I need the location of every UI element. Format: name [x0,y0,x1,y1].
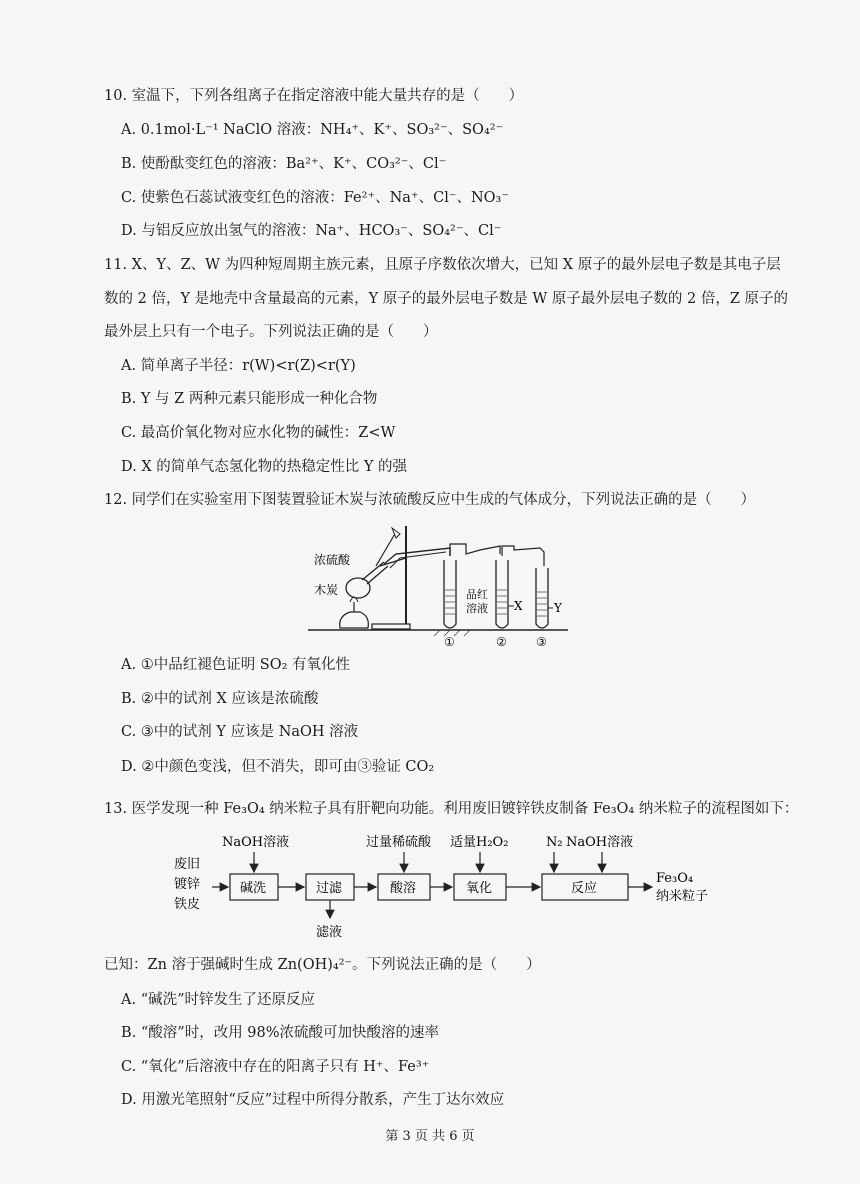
q11-stem-line2: 数的 2 倍，Y 是地壳中含量最高的元素，Y 原子的最外层电子数是 W 原子最外层电子数的 2 倍，Z 原子的 [104,291,789,307]
q12-option-d: D. ②中颜色变浅，但不消失，即可由③验证 CO₂ [121,759,435,775]
q10-option-c: C. 使紫色石蕊试液变红色的溶液：Fe²⁺、Na⁺、Cl⁻、NO₃⁻ [121,190,510,206]
flow-reagent-naoh: NaOH溶液 [222,835,290,850]
label-conc-sulfuric-acid: 浓硫酸 [314,553,351,567]
label-tube-1: ① [444,635,455,649]
q13-flowchart [170,830,730,945]
q13-option-d: D. 用激光笔照射“反应”过程中所得分散系，产生丁达尔效应 [121,1092,505,1108]
q10-option-b: B. 使酚酞变红色的溶液：Ba²⁺、K⁺、CO₃²⁻、Cl⁻ [121,156,447,172]
flow-reagent-dilute-h2so4: 过量稀硫酸 [366,835,432,850]
flow-reagent-n2: N₂ [546,835,563,850]
q11-stem-line3: 最外层上只有一个电子。下列说法正确的是（ ） [104,324,438,340]
q11-option-a: A. 简单离子半径：r(W)<r(Z)<r(Y) [121,358,356,374]
q11-stem-line1: 11. X、Y、Z、W 为四种短周期主族元素，且原子序数依次增大，已知 X 原子的最外层电子数是其电子层 [104,257,781,273]
flow-product-formula: Fe₃O₄ [656,871,694,886]
q12-option-a: A. ①中品红褪色证明 SO₂ 有氧化性 [121,657,351,673]
flow-source-3: 铁皮 [174,897,201,912]
q13-known: 已知：Zn 溶于强碱时生成 Zn(OH)₄²⁻。下列说法正确的是（ ） [104,957,541,973]
q13-option-a: A. “碱洗”时锌发生了还原反应 [121,992,316,1008]
label-pinhong-2: 溶液 [466,602,488,615]
q12-apparatus-figure [300,520,575,652]
q12-option-b: B. ②中的试剂 X 应该是浓硫酸 [121,691,319,707]
q10-stem: 10. 室温下，下列各组离子在指定溶液中能大量共存的是（ ） [104,88,524,104]
flow-reagent-h2o2: 适量H₂O₂ [450,835,509,850]
flow-product-name: 纳米粒子 [656,889,709,904]
q12-option-c: C. ③中的试剂 Y 应该是 NaOH 溶液 [121,724,359,740]
label-reagent-y: Y [554,601,562,615]
q10-option-d: D. 与铝反应放出氢气的溶液：Na⁺、HCO₃⁻、SO₄²⁻、Cl⁻ [121,223,502,239]
label-tube-3: ③ [536,635,547,649]
q11-option-c: C. 最高价氧化物对应水化物的碱性：Z<W [121,425,396,441]
flow-box-filter: 过滤 [316,881,343,896]
flow-reagent-naoh-2: NaOH溶液 [566,835,634,850]
flow-box-oxidize: 氧化 [466,881,493,896]
flow-source-2: 镀锌 [174,877,201,892]
label-pinhong-1: 品红 [466,588,488,601]
label-reagent-x: X [514,599,523,613]
flow-filtrate: 滤液 [316,925,343,940]
flow-box-acid-dissolve: 酸溶 [390,881,417,896]
flow-box-react: 反应 [571,881,598,896]
q13-option-b: B. “酸溶”时，改用 98%浓硫酸可加快酸溶的速率 [121,1025,440,1041]
q10-option-a: A. 0.1mol·L⁻¹ NaClO 溶液：NH₄⁺、K⁺、SO₃²⁻、SO₄²⁻ [121,122,504,138]
label-tube-2: ② [496,635,507,649]
q13-stem: 13. 医学发现一种 Fe₃O₄ 纳米粒子具有肝靶向功能。利用废旧镀锌铁皮制备 Fe₃O₄ 纳米粒子的流程图如下： [104,801,799,817]
q11-option-d: D. X 的简单气态氢化物的热稳定性比 Y 的强 [121,459,408,475]
flow-source-1: 废旧 [174,857,201,872]
q12-stem: 12. 同学们在实验室用下图装置验证木炭与浓硫酸反应中生成的气体成分，下列说法正确的是（ ） [104,492,756,508]
page-footer: 第 3 页 共 6 页 [385,1129,475,1144]
label-charcoal: 木炭 [314,583,339,597]
flow-box-alkali-wash: 碱洗 [240,881,267,896]
q11-option-b: B. Y 与 Z 两种元素只能形成一种化合物 [121,391,378,407]
q13-option-c: C. “氧化”后溶液中存在的阳离子只有 H⁺、Fe³⁺ [121,1059,430,1075]
